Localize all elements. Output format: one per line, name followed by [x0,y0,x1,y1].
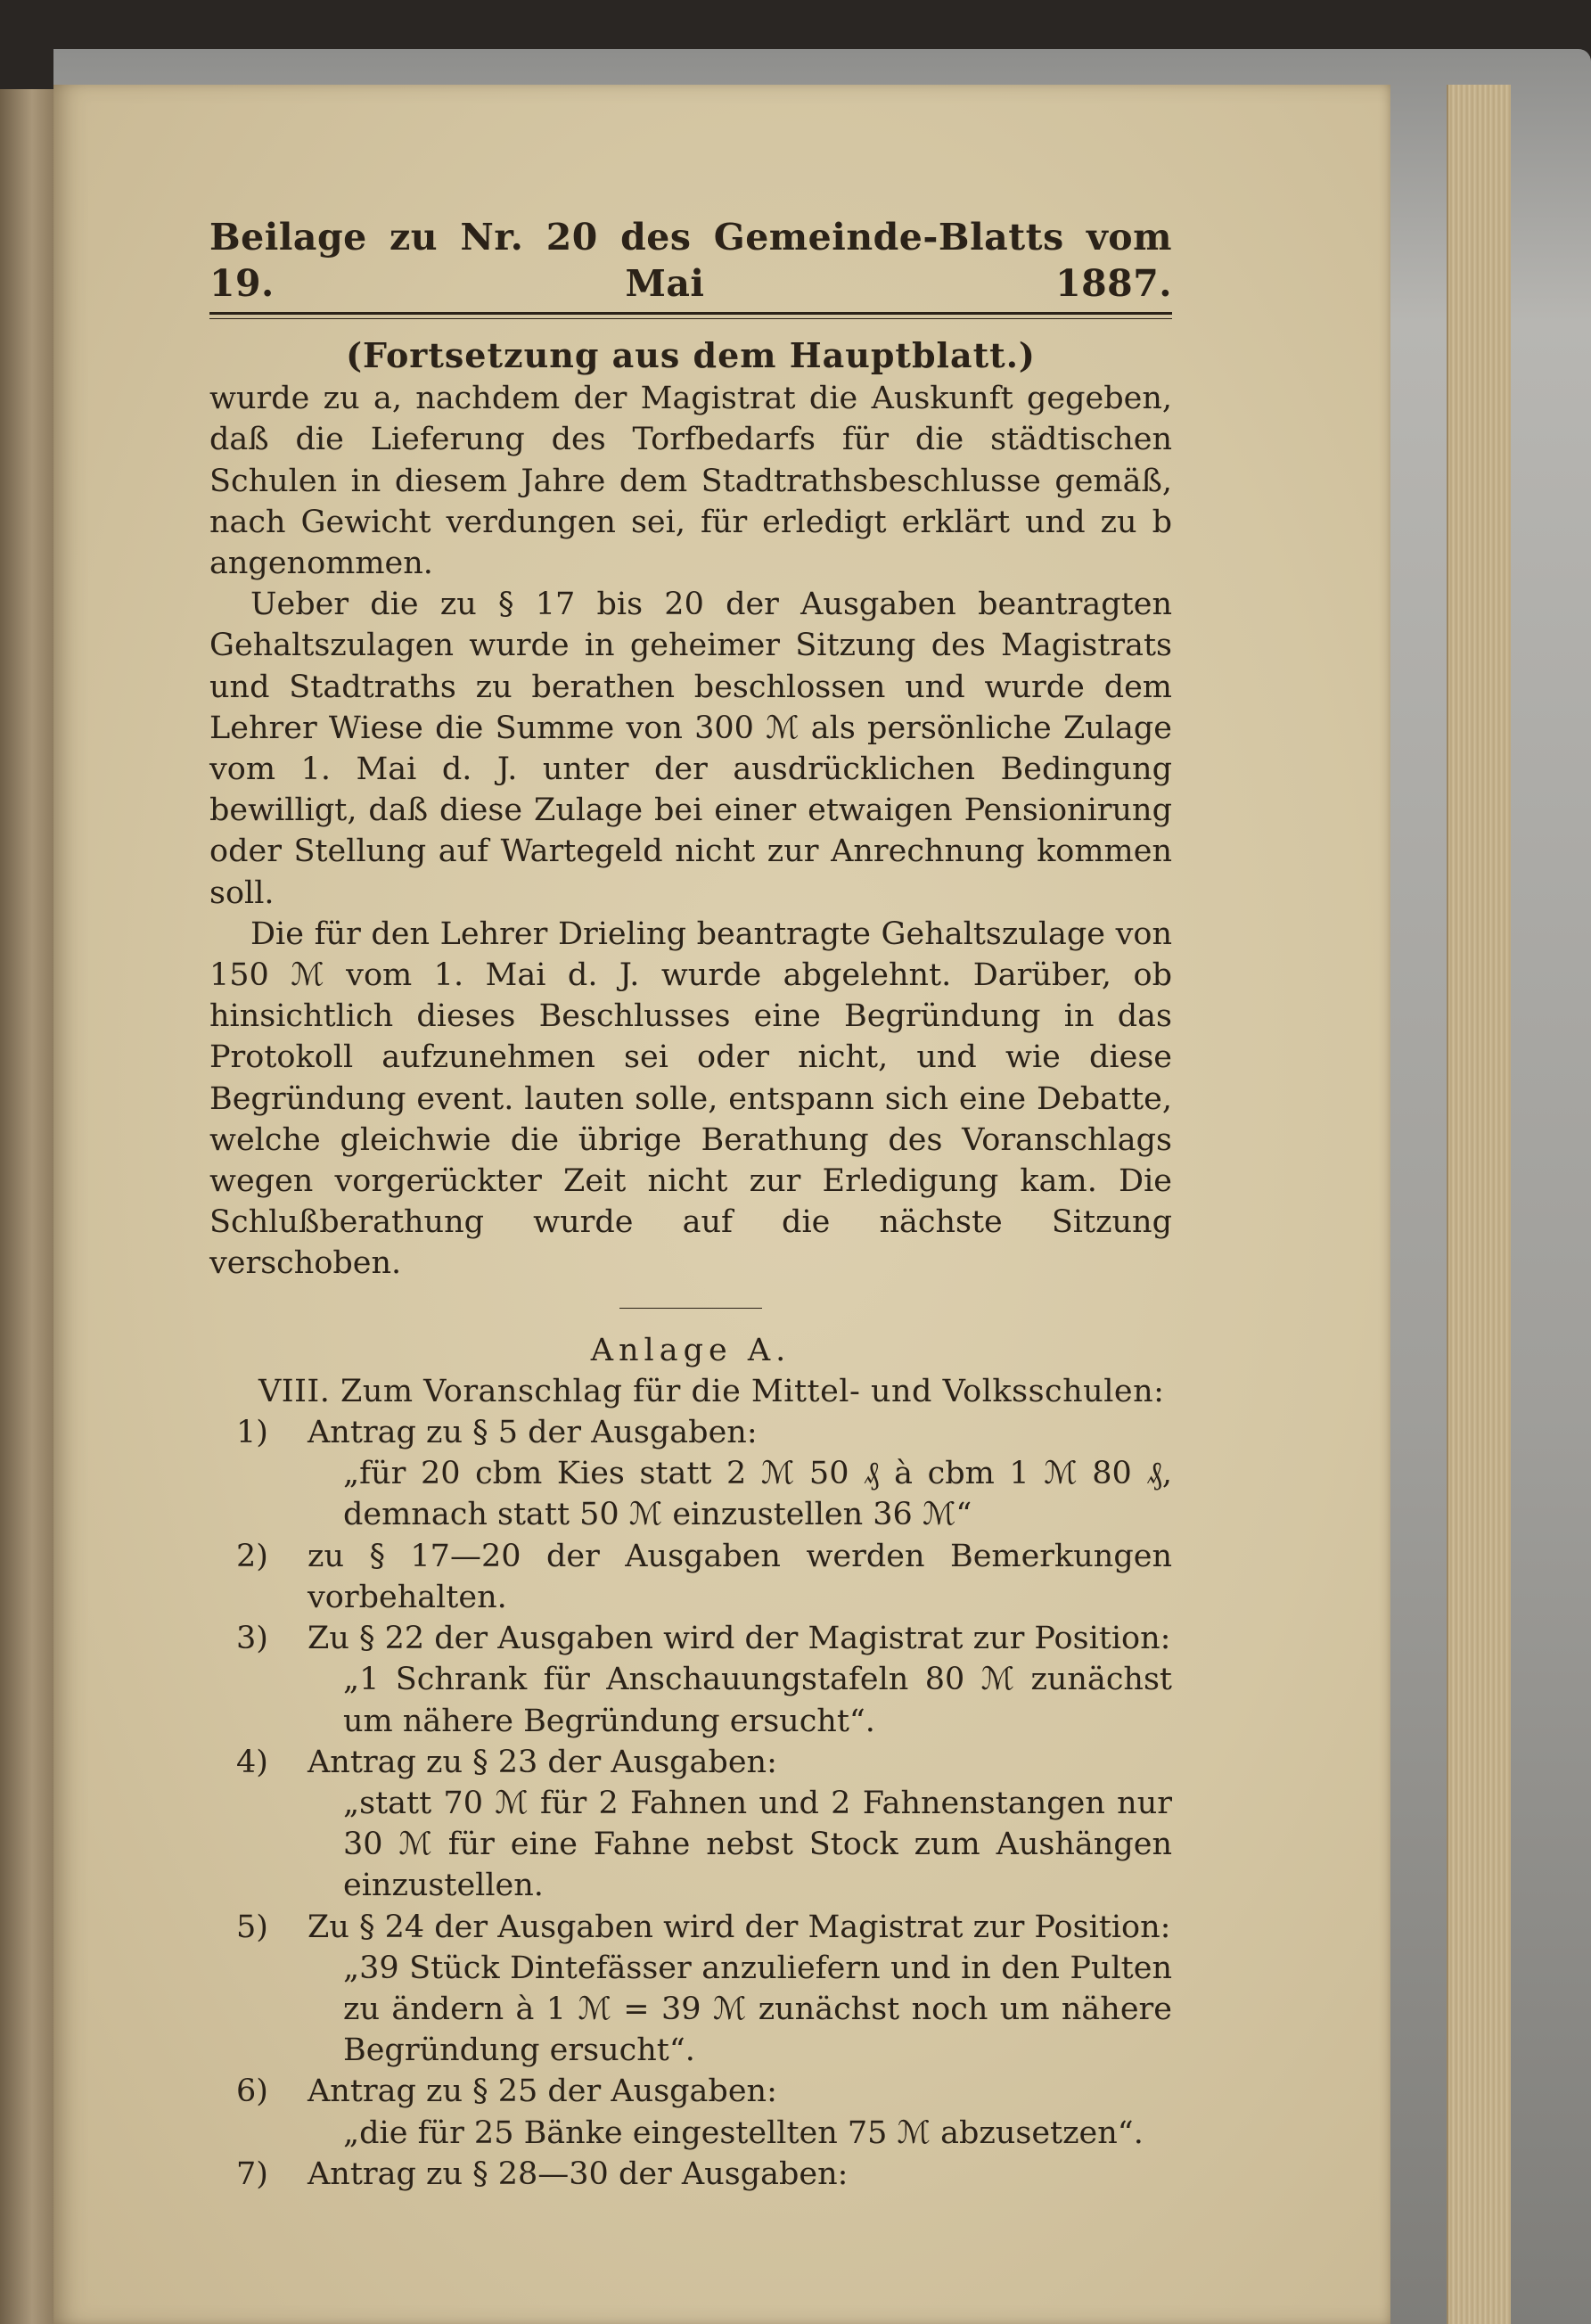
header-rule-thick [209,312,1172,315]
item-heading: zu § 17—20 der Ausgaben werden Bemerkungen vorbehalten. [308,1538,1172,1615]
item-number: 2) [236,1538,268,1574]
list-item [209,2154,1172,2195]
annex-title: Anlage A. [590,1332,791,1368]
left-page-edge [0,89,53,2324]
paragraph: wurde zu a, nachdem der Magistrat die Auskunft gegeben, daß die Lieferung des Torfbedarfs für die städtischen Schulen in diesem Jahre dem Stadtrathsbeschlusse gemäß, nach Gewicht verdungen sei, für erledigt erklärt und zu b angenommen. [209,381,1172,582]
item-heading: Zu § 24 der Ausgaben wird der Magistrat zur Position: [308,1909,1171,1945]
page-header: Beilage zu Nr. 20 des Gemeinde-Blatts vom 19. Mai 1887. [209,216,1172,305]
item-body: „39 Stück Dintefässer anzuliefern und in den Pulten zu ändern à 1 ℳ = 39 ℳ zunächst noch um nähere Begründung ersucht“. [343,1950,1172,2069]
paragraph: Ueber die zu § 17 bis 20 der Ausgaben beantragten Gehaltszulagen wurde in geheimer Sitzung des Magistrats und Stadtraths zu berathen beschlossen und wurde dem Lehrer Wiese die Summe von 300 ℳ als persönliche Zulage vom 1. Mai d. J. unter der ausdrücklichen Bedingung bewilligt, daß diese Zulage bei einer etwaigen Pensionirung oder Stellung auf Wartegeld nicht zur Anrechnung kommen soll. [209,587,1172,911]
page-content [209,214,1172,2195]
list-item [209,1412,1172,1536]
item-heading: Antrag zu § 5 der Ausgaben: [308,1415,758,1451]
list-item [209,1742,1172,1907]
page-stack-edge [1447,85,1511,2324]
list-item [209,1907,1172,2072]
item-number: 6) [236,2074,268,2110]
item-body: „statt 70 ℳ für 2 Fahnen und 2 Fahnenstangen nur 30 ℳ für eine Fahne nebst Stock zum Aushängen einzustellen. [343,1785,1172,1904]
item-number: 4) [236,1744,268,1780]
item-heading: Antrag zu § 25 der Ausgaben: [308,2074,777,2110]
item-number: 1) [236,1415,268,1451]
item-body: „für 20 cbm Kies statt 2 ℳ 50 ₰ à cbm 1 ℳ 80 ₰, demnach statt 50 ℳ einzustellen 36 ℳ“ [343,1456,1172,1533]
item-number: 7) [236,2156,268,2192]
paragraph: Die für den Lehrer Drieling beantragte Gehaltszulage von 150 ℳ vom 1. Mai d. J. wurde abgelehnt. Darüber, ob hinsichtlich dieses Beschlusses eine Begründung in das Protokoll aufzunehmen sei oder nicht, und wie diese Begründung event. lauten solle, entspann sich eine Debatte, welche gleichwie die übrige Berathung des Voranschlags wegen vorgerückter Zeit nicht zur Erledigung kam. Die Schlußberathung wurde auf die nächste Sitzung verschoben. [209,916,1172,1282]
list-item [209,2071,1172,2153]
item-body: „1 Schrank für Anschauungstafeln 80 ℳ zunächst um nähere Begründung ersucht“. [343,1662,1172,1739]
item-heading: Zu § 22 der Ausgaben wird der Magistrat zur Position: [308,1621,1171,1657]
item-heading: Antrag zu § 28—30 der Ausgaben: [308,2156,849,2192]
annex-section-title: VIII. Zum Voranschlag für die Mittel- und Volksschulen: [258,1373,1165,1409]
list-item [209,1536,1172,1618]
minutes-text [209,378,1172,1284]
section-divider [619,1308,762,1309]
header-rule-thin [209,318,1172,319]
item-number: 5) [236,1909,268,1945]
item-body: „die für 25 Bänke eingestellten 75 ℳ abzusetzen“. [343,2115,1144,2151]
list-item [209,1618,1172,1742]
continuation-heading: (Fortsetzung aus dem Hauptblatt.) [346,335,1036,375]
item-heading: Antrag zu § 23 der Ausgaben: [308,1744,777,1780]
item-number: 3) [236,1621,268,1657]
